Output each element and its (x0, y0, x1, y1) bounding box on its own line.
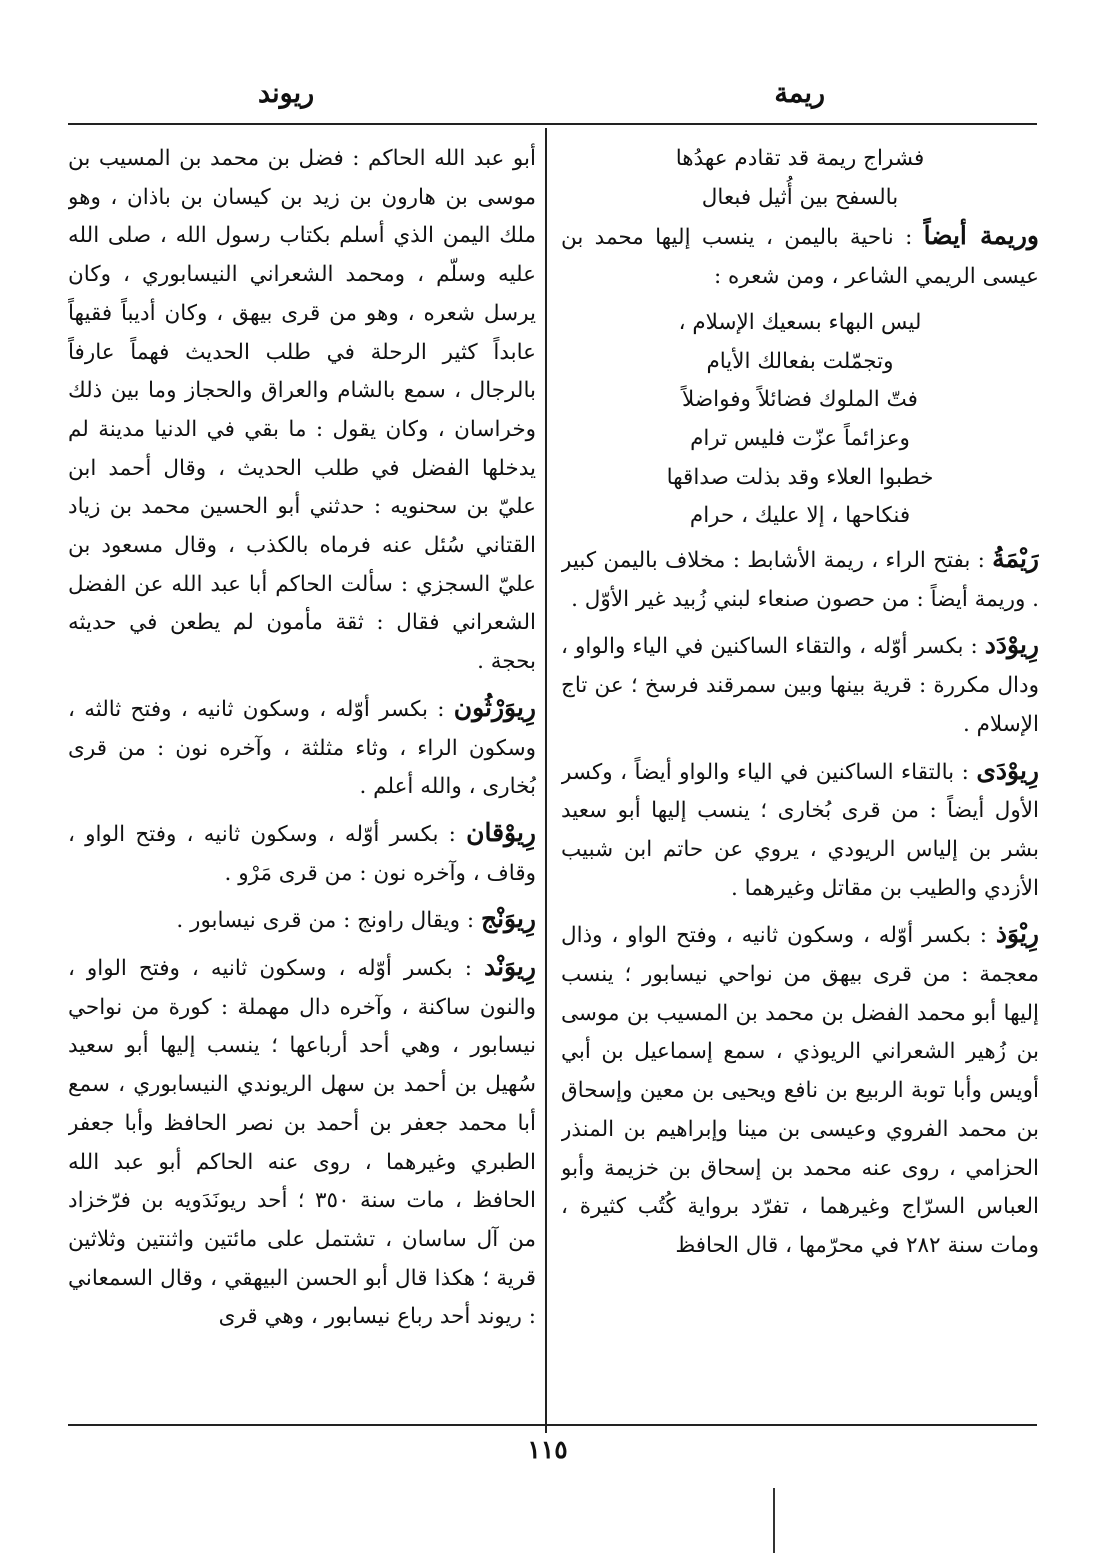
entry-text: : بفتح الراء ، ريمة الأشابط : مخلاف باليمن كبير . وريمة أيضاً : من حصون صنعاء لبني زُبيد غير الأوّل . (561, 548, 1039, 612)
verse-line: وتجمّلت بفعالك الأيام (706, 348, 894, 374)
entry-text: : بكسر أوّله ، وسكون ثانيه ، وفتح الواو ، وقاف ، وآخره نون : من قرى مَرْو . (68, 821, 536, 886)
left-column (68, 140, 536, 1420)
entry-riwdad (561, 626, 1039, 744)
headword: رَيْمَةُ (992, 544, 1039, 574)
entry-riwqan (68, 814, 536, 893)
column-divider (545, 128, 547, 1433)
headword: رِيوَنْج (480, 904, 536, 934)
verse-line: بالسفح بين أُثيل فبعال (701, 184, 899, 210)
verse-line: خطبوا العلاء وقد بذلت صداقها (666, 464, 934, 490)
verse-line: فتّ الملوك فضائلاً وفواضلاً (682, 387, 918, 413)
right-column (561, 140, 1039, 1420)
headword: رِيوْقان (466, 817, 536, 847)
entry-text: : بكسر أوّله ، وسكون ثانيه ، وفتح ثالثه ، وسكون الراء ، وثاء مثلثة ، وآخره نون : من قرى بُخارى ، والله أعلم . (68, 696, 536, 800)
headword: رِيْوَذ (995, 919, 1039, 949)
verse-line: وعزائماً عزّت فليس ترام (690, 425, 910, 451)
header-rule (68, 123, 1037, 125)
headword: وريمة أيضاً (923, 221, 1039, 251)
page-number: ١١٥ (527, 1435, 568, 1464)
running-head-left: ريوند (258, 78, 315, 109)
entry-rima-also (561, 217, 1039, 296)
headword: رِيوْدَد (984, 630, 1039, 660)
scan-gutter-line (773, 1488, 775, 1553)
verse-line: فشراج ريمة قد تقادم عهدُها (675, 146, 925, 171)
entry-riwarthun (68, 689, 536, 807)
entry-text: : بكسر أوّله ، وسكون ثانيه ، وفتح الواو ، والنون ساكنة ، وآخره دال مهملة : كورة من نواحي نيسابور ، وهي أحد أرباعها ؛ ينسب إليها أبو سعيد سُهيل بن أحمد بن سهل الريوندي النيسابوري ، سمع أبا محمد جعفر بن أحمد بن نصر الحافظ وأبا جعفر الطبري وغيرهما ، روى عنه الحاكم أبو عبد الله الحافظ ، مات سنة ٣٥٠ ؛ أحد ريونَدَويه بن فرّخزاد من آل ساسان ، تشتمل على مائتين واثنتين وثلاثين قرية ؛ هكذا قال أبو الحسن البيهقي ، وقال السمعاني : ريوند أحد رباع نيسابور ، وهي قرى (68, 956, 536, 1330)
entry-text: : ناحية باليمن ، ينسب إليها محمد بن عيسى الريمي الشاعر ، ومن شعره : (561, 225, 1039, 290)
entry-text: : ويقال راونج : من قرى نيسابور . (176, 908, 475, 934)
entry-text: : بكسر أوّله ، وسكون ثانيه ، وفتح الواو ، وذال معجمة : من قرى بيهق من نواحي نيسابور ؛ ينسب إليها أبو محمد الفضل بن محمد بن المسيب بن موسى بن زُهير الشعراني الريوذي ، سمع إسماعيل بن أبي أويس وأبا توبة الربيع بن نافع ويحيى بن معين وإسحاق بن محمد الفروي وعيسى بن مينا وإبراهيم بن المنذر الحزامي ، روى عنه محمد بن إسحاق بن خزيمة وأبو العباس السرّاج وغيرهما ، تفرّد برواية كُتُب كثيرة ، ومات سنة ٢٨٢ في محرّمها ، قال الحافظ (561, 923, 1039, 1258)
verse-line: ليس البهاء بسعيك الإسلام ، (678, 309, 922, 335)
entry-riwadh (561, 915, 1039, 1265)
entry-riwand (68, 948, 536, 1337)
entry-text: : بالتقاء الساكنين في الياء والواو أيضاً ، وكسر الأول أيضاً : من قرى بُخارى ؛ ينسب إليها أبو سعيد بشر بن إلياس الريودي ، يروي عن حاتم ابن شبيب الأزدي والطيب بن مقاتل وغيرهما . (561, 759, 1039, 901)
entry-raymah (561, 540, 1039, 619)
running-head-right: ريمة (774, 78, 825, 109)
entry-riwanj (68, 900, 536, 941)
footer-rule (68, 1424, 1037, 1426)
headword: رِيوَرْثُون (453, 692, 536, 722)
entry-text: : بكسر أوّله ، والتقاء الساكنين في الياء والواو ، ودال مكررة : قرية بينها وبين سمرقند فرسخ ؛ عن تاج الإسلام . (561, 634, 1039, 737)
verse-line: فنكاحها ، إلا عليك ، حرام (689, 503, 911, 529)
headword: رِيوَنْد (483, 952, 536, 982)
entry-riwda (561, 752, 1039, 909)
headword: رِيوْدَى (976, 755, 1039, 785)
entry-continuation: أبو عبد الله الحاكم : فضل بن محمد بن المسيب بن موسى بن هارون بن زيد بن كيسان بن باذان ، وهو ملك اليمن الذي أسلم بكتاب رسول الله ، صلى الله عليه وسلّم ، ومحمد الشعراني النيسابوري ، وكان يرسل شعره ، وهو من قرى بيهق ، وكان أديباً فقيهاً عابداً كثير الرحلة في طلب الحديث فهماً عارفاً بالرجال ، سمع بالشام والعراق والحجاز وما بين ذلك وخراسان ، وكان يقول : ما بقي في الدنيا مدينة لم يدخلها الفضل في طلب الحديث ، وقال أحمد ابن عليّ بن سحنويه : حدثني أبو الحسين محمد بن زياد القتاني سُئل عنه فرماه بالكذب ، وقال مسعود بن عليّ السجزي : سألت الحاكم أبا عبد الله عن الفضل الشعراني فقال : ثقة مأمون لم يطعن في حديثه بحجة . (68, 146, 536, 675)
